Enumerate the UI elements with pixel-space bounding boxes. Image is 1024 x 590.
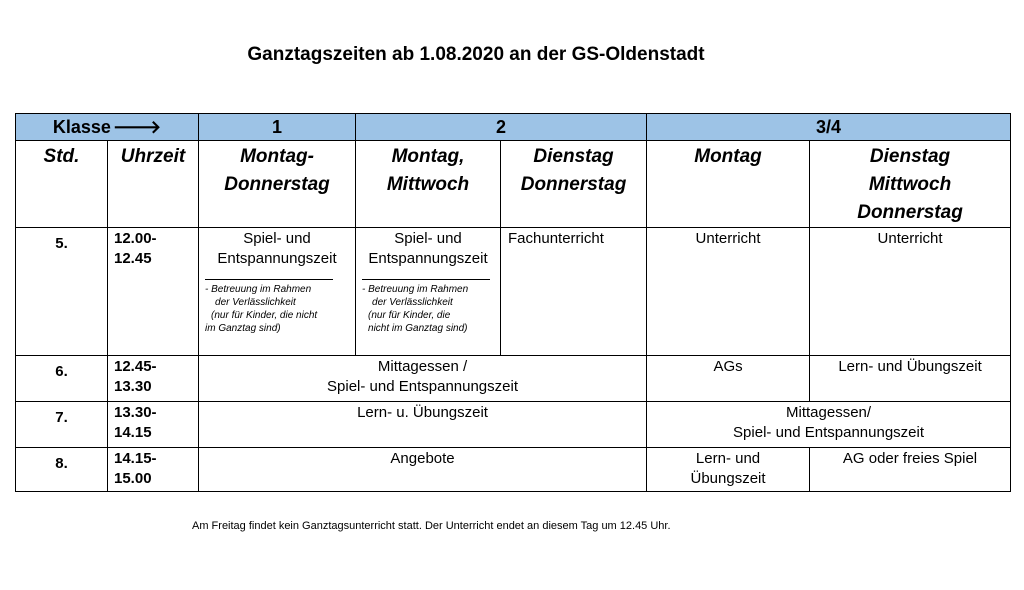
klasse-1: 1 <box>199 114 356 141</box>
header-uhrzeit: Uhrzeit <box>108 141 199 228</box>
period-number: 7. <box>16 402 108 448</box>
klasse-3-4: 3/4 <box>647 114 1011 141</box>
period-time: 14.15- 15.00 <box>108 448 199 492</box>
period-number: 8. <box>16 448 108 492</box>
period-time: 13.30- 14.15 <box>108 402 199 448</box>
page-title: Ganztagszeiten ab 1.08.2020 an der GS-Oldenstadt <box>247 44 705 65</box>
header-class2-days-a: Montag, Mittwoch <box>356 141 501 228</box>
period-number: 5. <box>16 228 108 356</box>
period-time: 12.45- 13.30 <box>108 356 199 402</box>
row-period-5 <box>16 228 1011 356</box>
header-class34-days-b: Dienstag Mittwoch Donnerstag <box>810 141 1011 228</box>
betreuung-note: - Betreuung im Rahmen der Verlässlichkeit (nur für Kinder, die nicht im Ganztag sind) <box>199 279 355 337</box>
class34-cell-a: AGs <box>647 356 810 402</box>
header-std: Std. <box>16 141 108 228</box>
class1-2-cell: Mittagessen / Spiel- und Entspannungszeit <box>199 356 647 402</box>
class34-cell-a: Unterricht <box>647 228 810 356</box>
betreuung-note: - Betreuung im Rahmen der Verlässlichkeit (nur für Kinder, die nicht im Ganztag sind) <box>356 279 500 337</box>
period-number: 6. <box>16 356 108 402</box>
class34-cell-b: Unterricht <box>810 228 1011 356</box>
class1-2-cell: Angebote <box>199 448 647 492</box>
class34-cell: Mittagessen/ Spiel- und Entspannungszeit <box>647 402 1011 448</box>
footer-note: Am Freitag findet kein Ganztagsunterricht statt. Der Unterricht endet an diesem Tag um 12.45 Uhr. <box>192 520 671 532</box>
arrow-right-icon: 🡒 <box>112 117 162 137</box>
klasse-row <box>16 114 1011 141</box>
row-period-8 <box>16 448 1011 492</box>
class34-cell-b: Lern- und Übungszeit <box>810 356 1011 402</box>
class2-cell-a: Spiel- und Entspannungszeit - Betreuung im Rahmen der Verlässlichkeit (nur für Kinder, die nicht im Ganztag sind) <box>356 228 501 356</box>
class34-cell-b: AG oder freies Spiel <box>810 448 1011 492</box>
period-time: 12.00- 12.45 <box>108 228 199 356</box>
class2-cell-b: Fachunterricht <box>501 228 647 356</box>
schedule-table <box>15 113 1011 492</box>
row-period-6 <box>16 356 1011 402</box>
class34-cell-a: Lern- und Übungszeit <box>647 448 810 492</box>
row-period-7 <box>16 402 1011 448</box>
header-class34-days-a: Montag <box>647 141 810 228</box>
class1-2-cell: Lern- u. Übungszeit <box>199 402 647 448</box>
klasse-2: 2 <box>356 114 647 141</box>
klasse-label: Klasse 🡒 <box>16 114 199 141</box>
class1-cell: Spiel- und Entspannungszeit - Betreuung im Rahmen der Verlässlichkeit (nur für Kinder, die nicht im Ganztag sind) <box>199 228 356 356</box>
header-class1-days: Montag- Donnerstag <box>199 141 356 228</box>
header-class2-days-b: Dienstag Donnerstag <box>501 141 647 228</box>
header-row <box>16 141 1011 228</box>
